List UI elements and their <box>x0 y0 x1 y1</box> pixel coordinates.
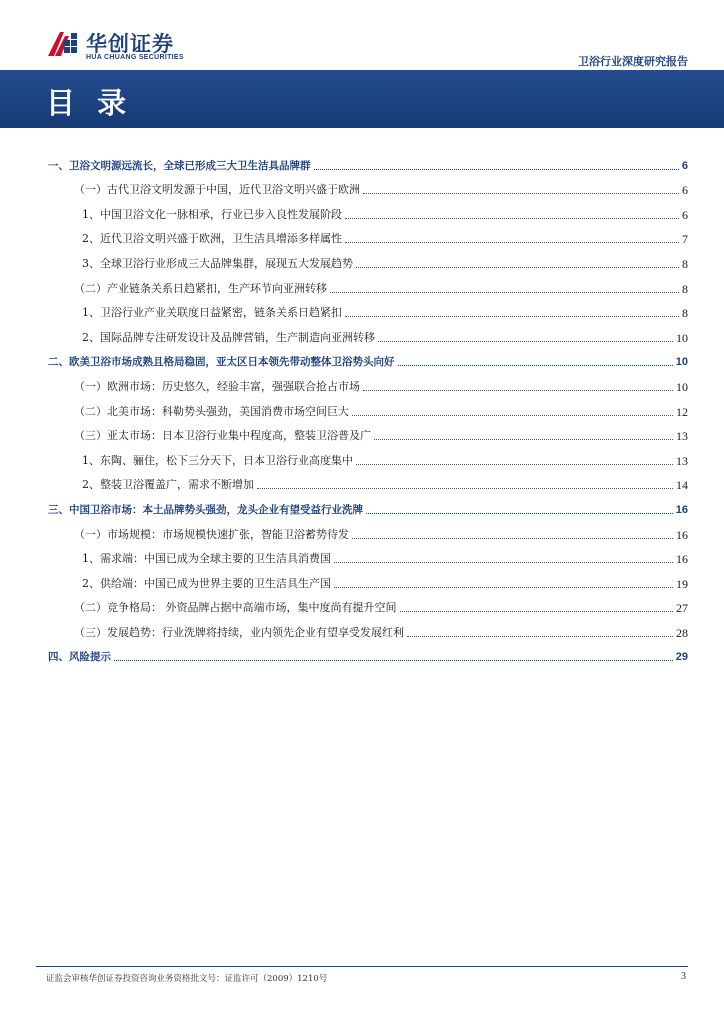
huachuang-logo-icon <box>46 26 82 62</box>
toc-entry-page: 12 <box>676 404 688 419</box>
toc-entry-page: 14 <box>676 478 688 493</box>
toc-leader-dots <box>407 635 673 637</box>
toc-entry-label: （三）发展趋势：行业洗牌将持续，业内领先企业有望享受发展红利 <box>74 625 404 639</box>
toc-entry[interactable] <box>48 468 688 493</box>
toc-leader-dots <box>363 389 673 391</box>
toc-leader-dots <box>114 659 673 661</box>
toc-entry-page: 7 <box>682 232 688 247</box>
toc-entry-page: 10 <box>675 356 688 369</box>
toc-entry-page: 6 <box>682 207 688 222</box>
toc-entry[interactable] <box>48 246 688 271</box>
toc-entry[interactable] <box>48 394 688 419</box>
toc-entry-label: 2、国际品牌专注研发设计及品牌营销，生产制造向亚洲转移 <box>82 330 375 344</box>
toc-entry-page: 19 <box>676 576 688 591</box>
toc-entry-label: （一）古代卫浴文明发源于中国，近代卫浴文明兴盛于欧洲 <box>74 183 360 197</box>
toc-leader-dots <box>398 364 673 366</box>
footer-divider <box>36 966 688 967</box>
toc-entry-label: 2、整装卫浴覆盖广，需求不断增加 <box>82 478 254 492</box>
toc-leader-dots <box>356 266 679 268</box>
toc-entry[interactable] <box>48 271 688 296</box>
toc-entry-label: 2、近代卫浴文明兴盛于欧洲，卫生洁具增添多样属性 <box>82 232 342 246</box>
toc-entry-page: 28 <box>676 625 688 640</box>
toc-leader-dots <box>400 610 674 612</box>
footer-disclaimer: 证监会审核华创证券投资咨询业务资格批文号：证监许可（2009）1210号 <box>46 974 328 984</box>
toc-entry-label: 1、需求端：中国已成为全球主要的卫生洁具消费国 <box>82 552 331 566</box>
toc-entry-label: 三、中国卫浴市场：本土品牌势头强劲，龙头企业有望受益行业洗牌 <box>48 503 363 516</box>
report-type-label: 卫浴行业深度研究报告 <box>578 55 688 68</box>
toc-entry[interactable] <box>48 419 688 444</box>
toc-leader-dots <box>345 217 679 219</box>
toc-entry-label: 四、风险提示 <box>48 651 111 664</box>
toc-entry-page: 13 <box>676 453 688 468</box>
toc-leader-dots <box>334 561 673 563</box>
toc-entry[interactable] <box>48 615 688 640</box>
toc-entry[interactable] <box>48 197 688 222</box>
toc-leader-dots <box>345 315 679 317</box>
toc-banner <box>0 70 724 128</box>
toc-entry[interactable] <box>48 320 688 345</box>
toc-entry-page: 13 <box>676 429 688 444</box>
toc-leader-dots <box>345 241 679 243</box>
toc-entry[interactable] <box>48 173 688 198</box>
toc-entry-label: （二）竞争格局： 外资品牌占据中高端市场，集中度尚有提升空间 <box>74 601 397 615</box>
toc-entry[interactable] <box>48 640 688 665</box>
page-number: 3 <box>681 971 686 982</box>
company-logo <box>46 26 196 66</box>
toc-entry[interactable] <box>48 591 688 616</box>
toc-entry-page: 8 <box>682 256 688 271</box>
toc-entry-label: （三）亚太市场：日本卫浴行业集中程度高，整装卫浴普及广 <box>74 429 371 443</box>
toc-entry[interactable] <box>48 345 688 370</box>
toc-entry-page: 8 <box>682 306 688 321</box>
toc-leader-dots <box>314 168 679 170</box>
toc-entry-page: 29 <box>675 651 688 664</box>
toc-entry[interactable] <box>48 542 688 567</box>
toc-entry-label: （一）欧洲市场：历史悠久，经验丰富，强强联合抢占市场 <box>74 379 360 393</box>
toc-entry[interactable] <box>48 443 688 468</box>
toc-entry-label: 1、东陶、骊住，松下三分天下，日本卫浴行业高度集中 <box>82 453 353 467</box>
toc-entry[interactable] <box>48 222 688 247</box>
toc-entry-page: 27 <box>676 601 688 616</box>
logo-english-name: HUA CHUANG SECURITIES <box>86 54 184 61</box>
toc-entry-page: 10 <box>676 330 688 345</box>
toc-leader-dots <box>352 537 673 539</box>
toc-leader-dots <box>366 512 673 514</box>
toc-entry-label: 2、供给端：中国已成为世界主要的卫生洁具生产国 <box>82 576 331 590</box>
toc-entry-page: 6 <box>681 159 688 172</box>
table-of-contents <box>48 148 688 664</box>
toc-entry-page: 10 <box>676 379 688 394</box>
toc-entry-label: 1、中国卫浴文化一脉相承，行业已步入良性发展阶段 <box>82 207 342 221</box>
toc-entry-label: 一、卫浴文明源远流长，全球已形成三大卫生洁具品牌群 <box>48 159 311 172</box>
toc-entry-label: 3、全球卫浴行业形成三大品牌集群，展现五大发展趋势 <box>82 256 353 270</box>
toc-leader-dots <box>356 463 673 465</box>
toc-entry-page: 16 <box>676 527 688 542</box>
toc-entry-label: 1、卫浴行业产业关联度日益紧密，链条关系日趋紧扣 <box>82 306 342 320</box>
toc-entry[interactable] <box>48 492 688 517</box>
toc-entry-page: 16 <box>676 552 688 567</box>
toc-entry-label: （一）市场规模：市场规模快速扩张，智能卫浴蓄势待发 <box>74 527 349 541</box>
toc-entry-page: 16 <box>675 503 688 516</box>
toc-leader-dots <box>363 192 679 194</box>
toc-entry[interactable] <box>48 296 688 321</box>
toc-leader-dots <box>257 487 673 489</box>
page-header <box>0 0 724 80</box>
page-title: 目 录 <box>46 86 133 120</box>
toc-entry[interactable] <box>48 148 688 173</box>
toc-entry-label: （二）产业链条关系日趋紧扣，生产环节向亚洲转移 <box>74 281 327 295</box>
toc-entry-label: 二、欧美卫浴市场成熟且格局稳固，亚太区日本领先带动整体卫浴势头向好 <box>48 356 395 369</box>
toc-leader-dots <box>374 438 673 440</box>
toc-leader-dots <box>334 586 673 588</box>
toc-leader-dots <box>378 340 673 342</box>
toc-entry[interactable] <box>48 517 688 542</box>
logo-chinese-name: 华创证券 <box>86 32 174 56</box>
toc-entry[interactable] <box>48 369 688 394</box>
toc-leader-dots <box>352 414 673 416</box>
toc-entry-page: 8 <box>682 281 688 296</box>
toc-entry[interactable] <box>48 566 688 591</box>
toc-leader-dots <box>330 291 679 293</box>
toc-entry-page: 6 <box>682 183 688 198</box>
toc-entry-label: （二）北美市场：科勒势头强劲，美国消费市场空间巨大 <box>74 404 349 418</box>
